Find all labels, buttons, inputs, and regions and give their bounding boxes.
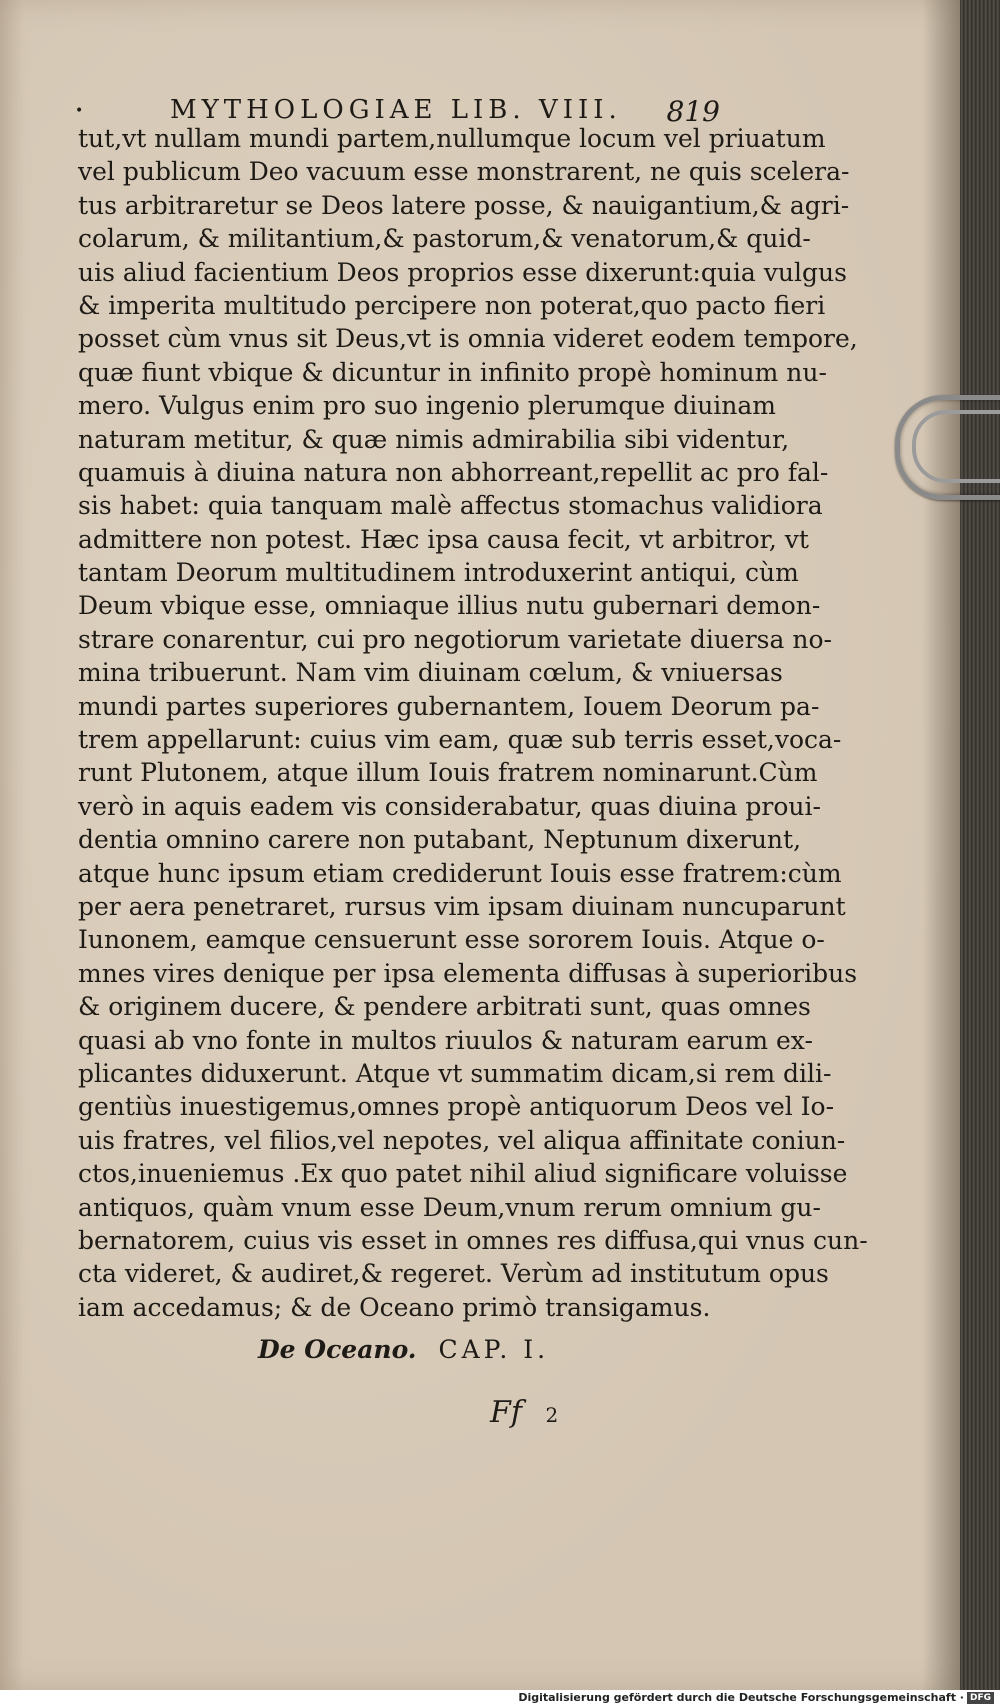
- text-line: tus arbitraretur se Deos latere posse, & nauigantium,& agri-: [78, 190, 850, 220]
- text-line: verò in aquis eadem vis considerabatur, quas diuina proui-: [78, 791, 821, 821]
- text-line: quæ fiunt vbique & dicuntur in infinito propè hominum nu-: [78, 357, 827, 387]
- dfg-logo: DFG: [967, 1692, 994, 1704]
- running-head-title: MYTHOLOGIAE LIB. VIII.: [170, 95, 622, 125]
- text-line: strare conarentur, cui pro negotiorum varietate diuersa no-: [78, 624, 832, 654]
- text-line: dentia omnino carere non putabant, Neptunum dixerunt,: [78, 825, 802, 855]
- chapter-number: CAP. I.: [438, 1335, 550, 1364]
- footer-credit: [518, 1690, 994, 1705]
- paper-clip-inner-loop: [912, 410, 1000, 483]
- text-line: tantam Deorum multitudinem introduxerint antiqui, cùm: [78, 558, 799, 588]
- text-line: plicantes diduxerunt. Atque vt summatim dicam,si rem dili-: [78, 1058, 832, 1088]
- text-line: trem appellarunt: cuius vim eam, quæ sub terris esset,voca-: [78, 725, 842, 755]
- page-edges: [960, 0, 1000, 1690]
- digitization-footer: [0, 1690, 1000, 1705]
- footer-credit-text: Digitalisierung gefördert durch die Deutsche Forschungsgemeinschaft ·: [518, 1691, 964, 1704]
- text-line: iam accedamus; & de Oceano primò transigamus.: [78, 1292, 711, 1322]
- text-line: uis fratres, vel filios,vel nepotes, vel aliqua affinitate coniun-: [78, 1125, 846, 1155]
- text-line: bernatorem, cuius vis esset in omnes res diffusa,qui vnus cun-: [78, 1225, 868, 1255]
- body-text: [78, 122, 868, 1324]
- text-line: posset cùm vnus sit Deus,vt is omnia videret eodem tempore,: [78, 324, 858, 354]
- text-line: admittere non potest. Hæc ipsa causa fecit, vt arbitror, vt: [78, 524, 809, 554]
- text-line: cta videret, & audiret,& regeret. Verùm ad institutum opus: [78, 1259, 829, 1289]
- text-line: sis habet: quia tanquam malè affectus stomachus validiora: [78, 491, 823, 521]
- signature-letters: Ff: [490, 1395, 522, 1430]
- chapter-heading: [258, 1335, 549, 1364]
- text-line: & originem ducere, & pendere arbitrati sunt, quas omnes: [78, 992, 811, 1022]
- page-number: 819: [666, 95, 720, 128]
- text-line: mina tribuerunt. Nam vim diuinam cœlum, & vniuersas: [78, 658, 783, 688]
- text-line: mundi partes superiores gubernantem, Iouem Deorum pa-: [78, 691, 820, 721]
- text-line: runt Plutonem, atque illum Iouis fratrem nominarunt.Cùm: [78, 758, 818, 788]
- text-line: mero. Vulgus enim pro suo ingenio plerumque diuinam: [78, 391, 777, 421]
- text-line: per aera penetraret, rursus vim ipsam diuinam nuncuparunt: [78, 891, 846, 921]
- text-line: colarum, & militantium,& pastorum,& venatorum,& quid-: [78, 224, 811, 254]
- text-line: atque hunc ipsum etiam crediderunt Iouis esse fratrem:cùm: [78, 858, 842, 888]
- running-head-mark: •: [75, 103, 84, 119]
- text-line: ctos,inueniemus .Ex quo patet nihil aliud significare voluisse: [78, 1159, 848, 1189]
- text-line: quasi ab vno fonte in multos riuulos & naturam earum ex-: [78, 1025, 813, 1055]
- chapter-title: De Oceano.: [258, 1335, 417, 1364]
- signature-number: 2: [545, 1403, 559, 1427]
- text-line: Deum vbique esse, omniaque illius nutu gubernari demon-: [78, 591, 821, 621]
- text-line: vel publicum Deo vacuum esse monstrarent, ne quis scelera-: [78, 157, 850, 187]
- text-line: tut,vt nullam mundi partem,nullumque locum vel priuatum: [78, 124, 826, 153]
- text-line: antiquos, quàm vnum esse Deum,vnum rerum omnium gu-: [78, 1192, 821, 1222]
- text-line: mnes vires denique per ipsa elementa diffusas à superioribus: [78, 958, 858, 988]
- text-line: naturam metitur, & quæ nimis admirabilia sibi videntur,: [78, 424, 790, 454]
- text-line: gentiùs inuestigemus,omnes propè antiquorum Deos vel Io-: [78, 1092, 835, 1122]
- text-line: quamuis à diuina natura non abhorreant,repellit ac pro fal-: [78, 457, 829, 487]
- signature-mark: [490, 1395, 558, 1430]
- text-line: Iunonem, eamque censuerunt esse sororem Iouis. Atque o-: [78, 925, 825, 955]
- text-line: & imperita multitudo percipere non poterat,quo pacto fieri: [78, 290, 826, 320]
- text-line: uis aliud facientium Deos proprios esse dixerunt:quia vulgus: [78, 257, 847, 287]
